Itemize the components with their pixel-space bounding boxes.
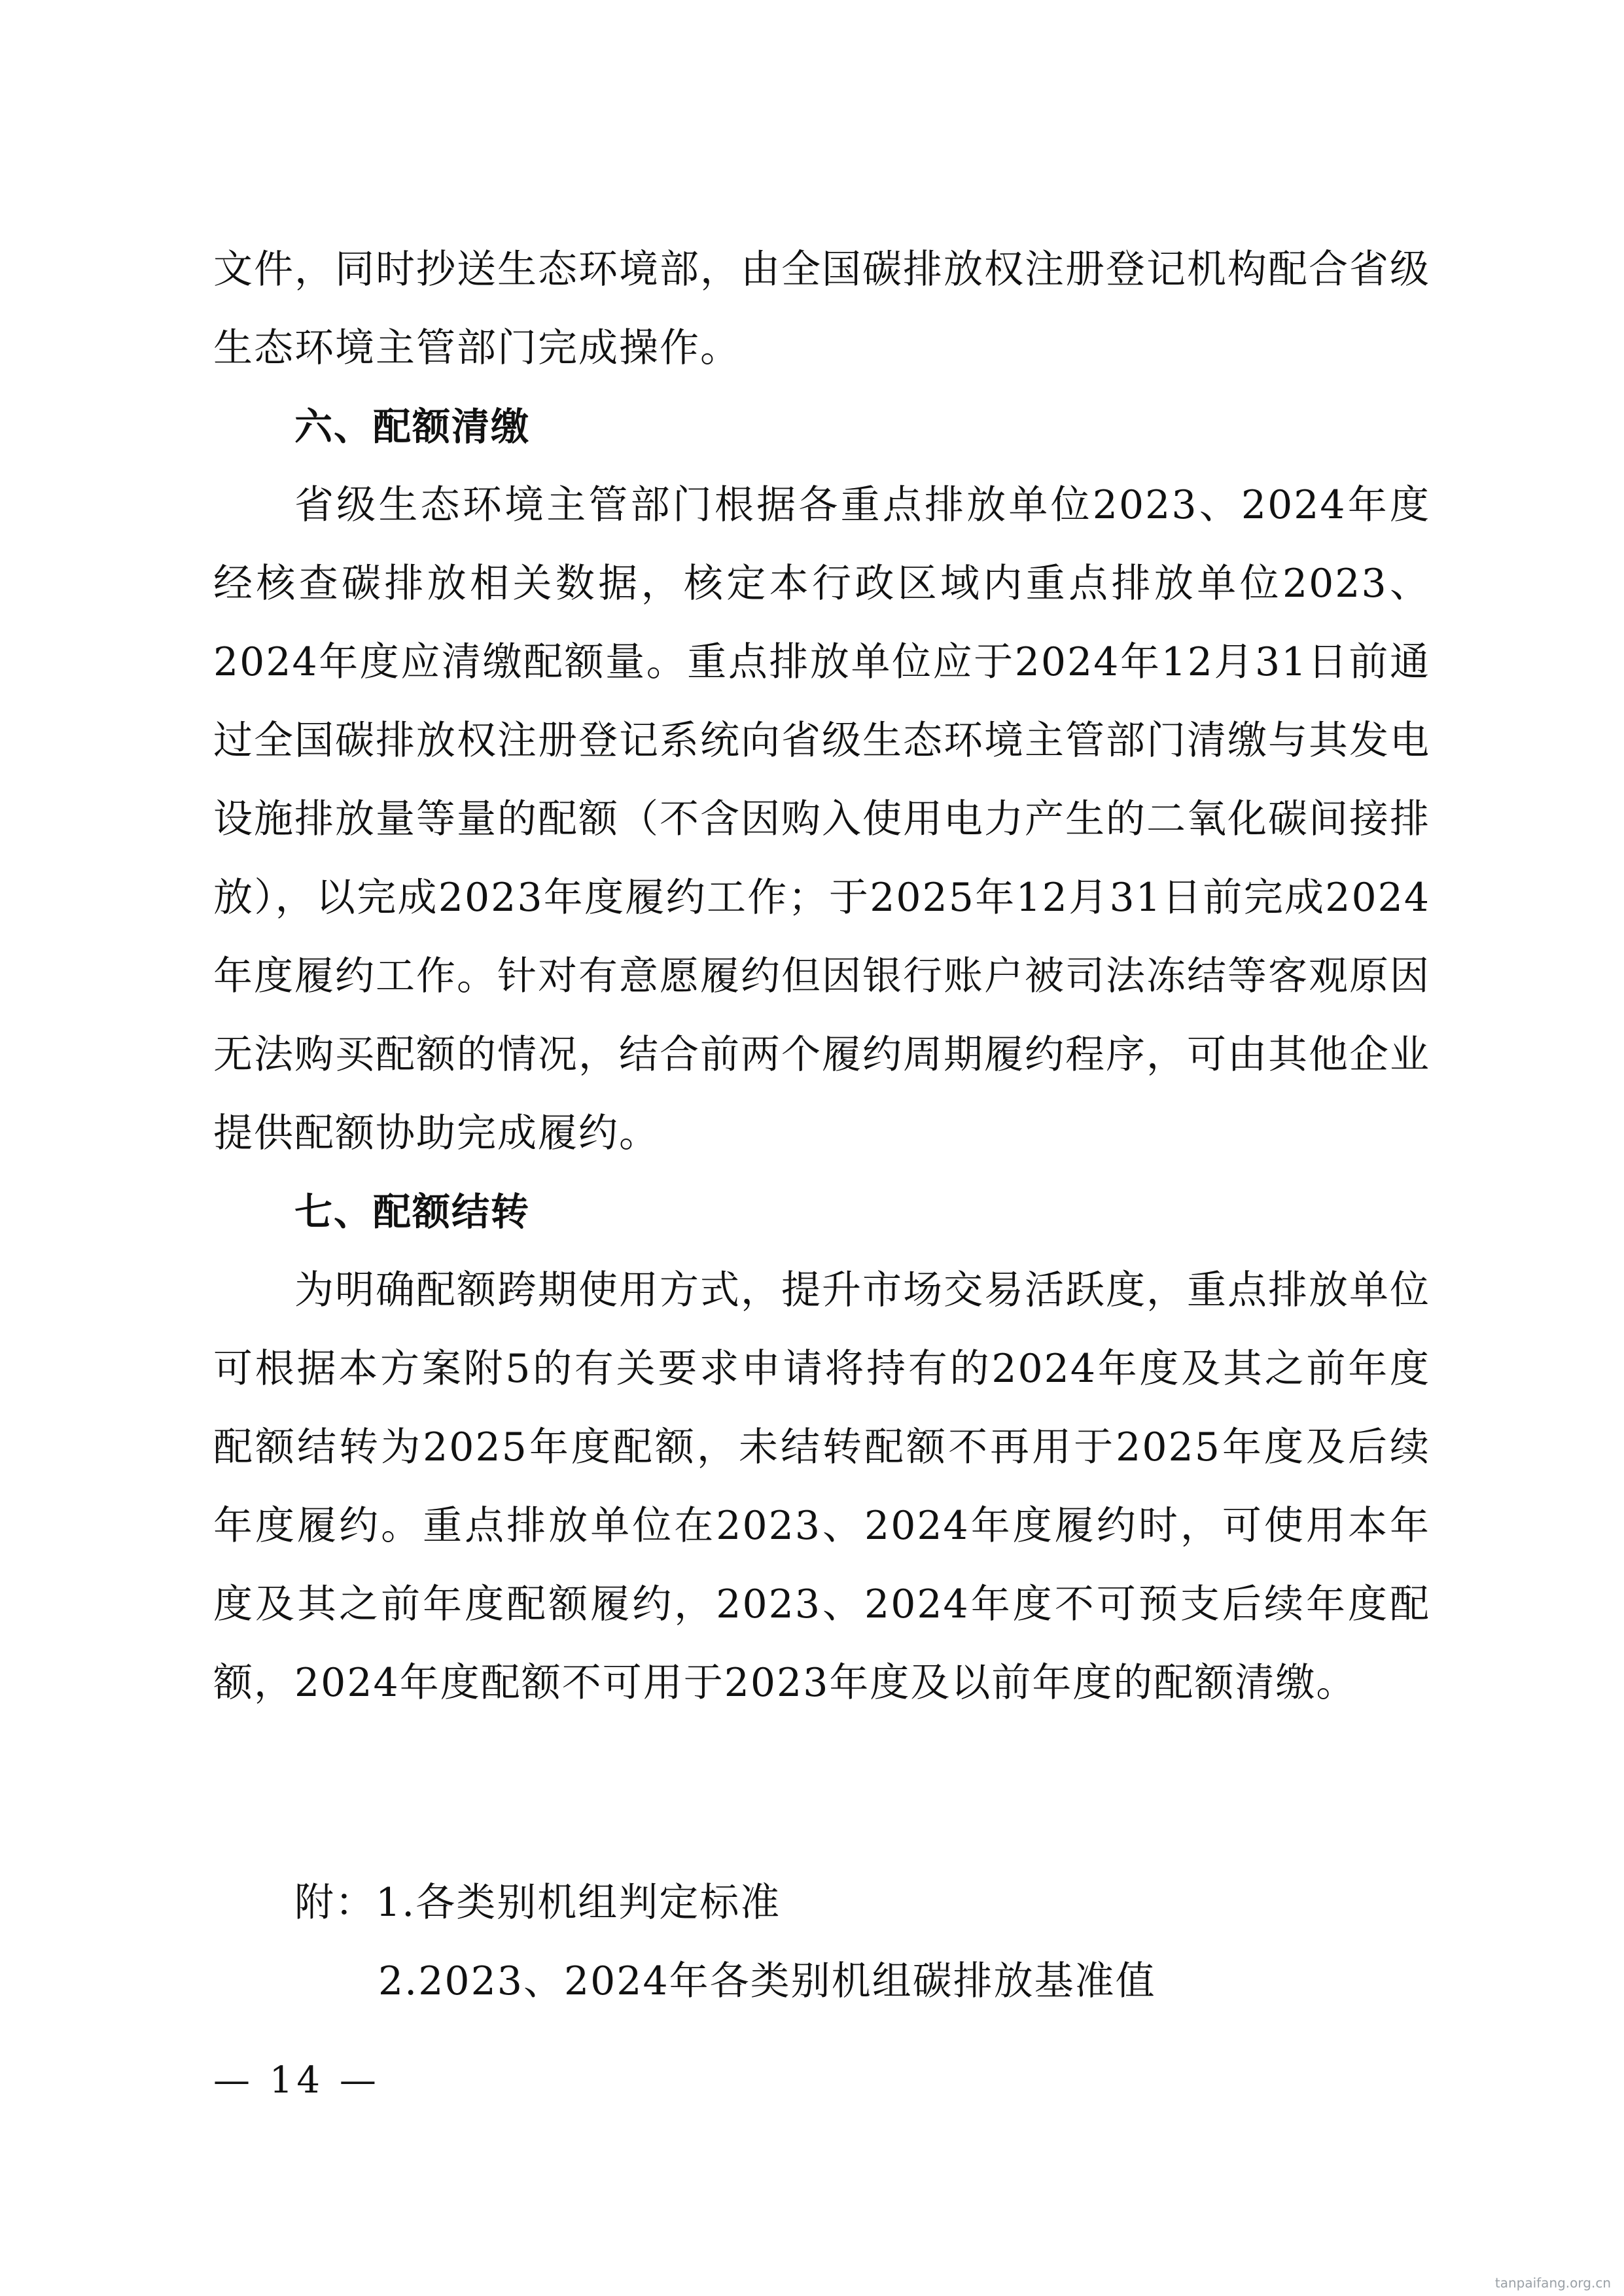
section-heading-allowance-carryover: 七、配额结转 [294, 1190, 531, 1234]
document-body [213, 230, 1430, 1722]
attachment-item-2: 2.2023、2024年各类别机组碳排放基准值 [378, 1958, 1156, 2004]
attachment-item [294, 1863, 1156, 1942]
paragraph-allowance-surrender: 省级生态环境主管部门根据各重点排放单位2023、2024年度经核查碳排放相关数据，核定本行政区域内重点排放单位2023、2024年度应清缴配额量。重点排放单位应于2024年12月31日前通过全国碳排放权注册登记系统向省级生态环境主管部门清缴与其发电设施排放量等量的配额（不含因购入使用电力产生的二氧化碳间接排放），以完成2023年度履约工作；于2025年12月31日前完成2024年度履约工作。针对有意愿履约但因银行账户被司法冻结等客观原因无法购买配额的情况，结合前两个履约周期履约程序，可由其他企业提供配额协助完成履约。 [213, 482, 1430, 1156]
attachments-label: 附： [294, 1880, 376, 1926]
attachments-list [294, 1863, 1156, 2021]
section-heading-allowance-surrender: 六、配额清缴 [294, 404, 531, 449]
page-number: — 14 — [213, 2059, 380, 2102]
watermark-text: tanpaifang.org.cn [1494, 2275, 1611, 2291]
paragraph-allowance-carryover: 为明确配额跨期使用方式，提升市场交易活跃度，重点排放单位可根据本方案附5的有关要求申请将持有的2024年度及其之前年度配额结转为2025年度配额，未结转配额不再用于2025年度及后续年度履约。重点排放单位在2023、2024年度履约时，可使用本年度及其之前年度配额履约，2023、2024年度不可预支后续年度配额，2024年度配额不可用于2023年度及以前年度的配额清缴。 [213, 1267, 1430, 1706]
attachment-item-1: 1.各类别机组判定标准 [376, 1880, 781, 1926]
continuation-paragraph: 文件，同时抄送生态环境部，由全国碳排放权注册登记机构配合省级生态环境主管部门完成操作。 [213, 247, 1430, 371]
